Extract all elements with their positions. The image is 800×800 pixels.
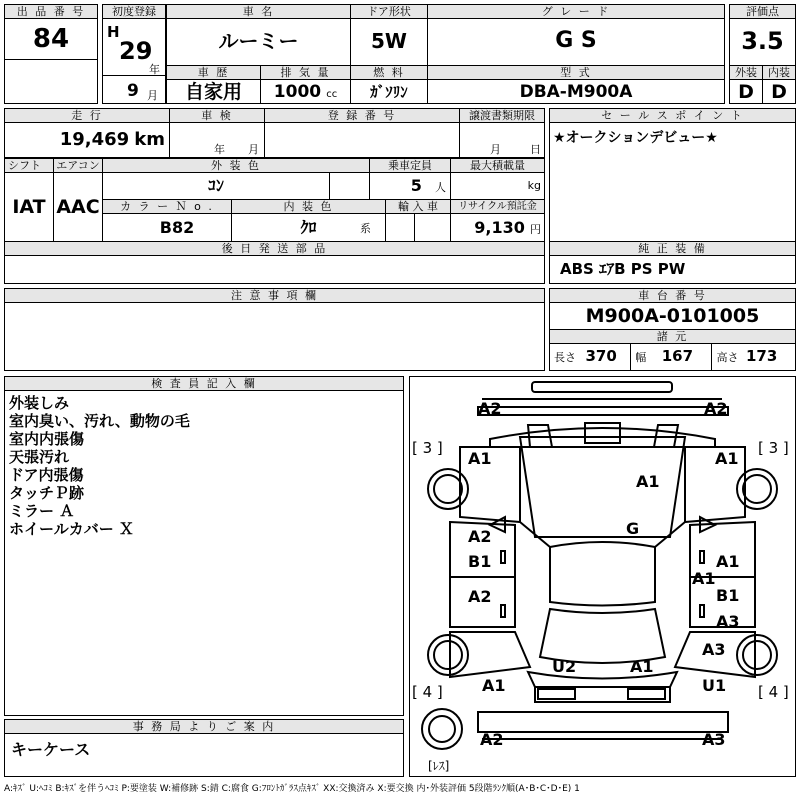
exterior-color-cell bbox=[102, 158, 370, 200]
chassis-label: 車 台 番 号 bbox=[550, 289, 795, 303]
ac-label: エアコン bbox=[54, 159, 102, 173]
fuel-cell bbox=[350, 65, 428, 104]
transfer-deadline-label: 譲渡書類期限 bbox=[460, 109, 544, 123]
capacity-unit: 人 bbox=[435, 181, 446, 194]
notes-cell bbox=[4, 288, 545, 371]
interior-cell bbox=[762, 65, 796, 104]
car-outline bbox=[410, 377, 795, 776]
model-value: DBA-M900A bbox=[519, 82, 633, 102]
damage-mark: A3 bbox=[702, 730, 726, 749]
selling-points-label: セ ー ル ス ポ イ ン ト bbox=[550, 109, 795, 123]
car-name-label: 車 名 bbox=[167, 5, 350, 19]
inspection-cell bbox=[169, 108, 265, 158]
interior-value: D bbox=[771, 81, 787, 103]
door-label: ドア形状 bbox=[351, 5, 427, 19]
specs-label: 諸 元 bbox=[550, 329, 795, 344]
fuel-value: ｶﾞｿﾘﾝ bbox=[370, 83, 408, 101]
first-registration-cell bbox=[102, 4, 166, 104]
office-notice-text: キーケース bbox=[11, 740, 91, 759]
exterior-color-value: ｺﾝ bbox=[207, 176, 224, 195]
era-value: H bbox=[107, 23, 120, 41]
fuel-label: 燃 料 bbox=[351, 66, 427, 80]
later-parts-label: 後 日 発 送 部 品 bbox=[5, 242, 544, 256]
damage-mark: A2 bbox=[480, 730, 504, 749]
inspector-note: 室内臭い、汚れ、動物の毛 bbox=[9, 412, 190, 430]
interior-label: 内装 bbox=[763, 66, 795, 80]
damage-diagram bbox=[409, 376, 796, 777]
legend-text: A:ｷｽﾞ U:ﾍｺﾐ B:ｷｽﾞを伴うﾍｺﾐ P:要塗装 W:補修跡 S:錆 C:腐食 G:ﾌﾛﾝﾄｶﾞﾗｽ点ｷｽﾞ XX:交換済み X:要交換 内･外装評価 5段階ﾗﾝｸ順(A･B･C･D･E) 1 bbox=[4, 784, 580, 794]
history-label: 車 歴 bbox=[167, 66, 260, 80]
capacity-value: 5 bbox=[410, 176, 422, 195]
selling-points-value: ★オークションデビュー★ bbox=[553, 130, 718, 146]
ac-value: AAC bbox=[56, 196, 100, 218]
first-registration-label: 初度登録 bbox=[103, 5, 165, 19]
grade-label: グ レ ー ド bbox=[428, 5, 724, 19]
inspection-year-unit: 年 bbox=[214, 143, 225, 156]
selling-points-cell bbox=[549, 108, 796, 242]
max-load-unit: kg bbox=[527, 179, 541, 192]
notes-label: 注 意 事 項 欄 bbox=[5, 289, 544, 303]
chassis-cell bbox=[549, 288, 796, 371]
inspector-note: ドア内張傷 bbox=[9, 466, 84, 484]
damage-mark: B1 bbox=[716, 586, 740, 605]
exterior-value: D bbox=[738, 81, 754, 103]
office-notice-cell bbox=[4, 719, 404, 777]
damage-mark: B1 bbox=[468, 552, 492, 571]
month-value: 9 bbox=[127, 81, 139, 101]
interior-color-label: 内 装 色 bbox=[232, 200, 385, 214]
recycle-fee-unit: 円 bbox=[530, 223, 541, 236]
vehicle-details-section bbox=[4, 108, 545, 284]
damage-mark: U1 bbox=[702, 676, 727, 695]
inspector-notes-label: 検 査 員 記 入 欄 bbox=[5, 377, 403, 391]
inspector-note: 天張汚れ bbox=[9, 448, 70, 466]
history-cell bbox=[166, 65, 261, 104]
door-cell bbox=[350, 4, 428, 66]
inspector-note: 室内内張傷 bbox=[9, 430, 85, 448]
later-parts-cell bbox=[4, 241, 545, 284]
tire-label-spare: [ﾚｽ] bbox=[428, 759, 450, 773]
recycle-fee-value: 9,130 bbox=[474, 218, 525, 237]
damage-mark: A2 bbox=[704, 399, 728, 418]
inspector-note: 外装しみ bbox=[9, 394, 70, 412]
equipment-value: ABS ｴｱB PS PW bbox=[560, 260, 686, 278]
inspection-label: 車 検 bbox=[170, 109, 264, 123]
length-value: 370 bbox=[585, 347, 617, 365]
displacement-value: 1000 bbox=[273, 82, 322, 102]
import-cell bbox=[385, 199, 451, 242]
lot-number-cell bbox=[4, 4, 98, 104]
damage-mark: A1 bbox=[468, 449, 492, 468]
shift-cell bbox=[4, 158, 54, 242]
transfer-month-unit: 月 bbox=[490, 143, 501, 156]
damage-mark: A1 bbox=[630, 657, 654, 676]
history-value: 自家用 bbox=[184, 81, 242, 103]
capacity-cell bbox=[369, 158, 451, 200]
max-load-cell bbox=[450, 158, 545, 200]
grade-cell bbox=[427, 4, 725, 66]
model-label: 型 式 bbox=[428, 66, 724, 80]
damage-mark: A1 bbox=[692, 569, 716, 588]
displacement-label: 排 気 量 bbox=[261, 66, 350, 80]
inspector-notes-list bbox=[5, 391, 403, 541]
score-label: 評価点 bbox=[730, 5, 795, 19]
inspector-notes-cell bbox=[4, 376, 404, 716]
inspection-month-unit: 月 bbox=[248, 143, 259, 156]
exterior-label: 外装 bbox=[730, 66, 762, 80]
model-cell bbox=[427, 65, 725, 104]
inspector-note: ホイールカバー Ｘ bbox=[9, 520, 134, 538]
inspector-note: ミラー Ａ bbox=[9, 502, 75, 520]
recycle-fee-label: リサイクル預託金 bbox=[451, 200, 544, 214]
header-section bbox=[4, 4, 796, 104]
damage-mark: A1 bbox=[482, 676, 506, 695]
equipment-label: 純 正 装 備 bbox=[550, 242, 795, 256]
damage-mark: A1 bbox=[716, 552, 740, 571]
damage-mark: U2 bbox=[552, 657, 577, 676]
exterior-cell bbox=[729, 65, 763, 104]
shift-value: IAT bbox=[12, 196, 46, 218]
car-name-value: ルーミー bbox=[218, 29, 299, 53]
tire-label-rear-left: [ 4 ] bbox=[412, 683, 443, 701]
interior-color-unit: 系 bbox=[360, 222, 371, 235]
mileage-label: 走 行 bbox=[5, 109, 169, 123]
inspector-note: タッチＰ跡 bbox=[9, 484, 85, 502]
displacement-cell bbox=[260, 65, 351, 104]
width-value: 167 bbox=[661, 347, 694, 365]
height-label: 高さ bbox=[716, 351, 739, 364]
grade-value: G S bbox=[555, 28, 597, 53]
tire-label-rear-right: [ 4 ] bbox=[758, 683, 789, 701]
exterior-color-label: 外 装 色 bbox=[103, 159, 369, 173]
damage-mark: A3 bbox=[702, 640, 726, 659]
max-load-label: 最大積載量 bbox=[451, 159, 544, 173]
transfer-deadline-cell bbox=[459, 108, 545, 158]
mileage-unit: km bbox=[134, 129, 165, 150]
tire-label-front-left: [ 3 ] bbox=[412, 439, 443, 457]
equipment-cell bbox=[549, 241, 796, 284]
length-label: 長さ bbox=[554, 351, 576, 364]
lot-number-label: 出 品 番 号 bbox=[5, 5, 97, 19]
interior-color-cell bbox=[231, 199, 386, 242]
mileage-value: 19,469 bbox=[59, 129, 130, 150]
car-name-cell bbox=[166, 4, 351, 66]
month-unit: 月 bbox=[147, 89, 158, 102]
damage-mark: A1 bbox=[636, 472, 660, 491]
color-number-cell bbox=[102, 199, 232, 242]
damage-mark: A1 bbox=[715, 449, 739, 468]
displacement-unit: cc bbox=[326, 89, 338, 100]
color-number-value: B82 bbox=[159, 218, 195, 237]
registration-number-cell bbox=[264, 108, 460, 158]
score-value: 3.5 bbox=[741, 27, 784, 55]
year-unit: 年 bbox=[149, 63, 160, 76]
capacity-label: 乗車定員 bbox=[370, 159, 450, 173]
interior-color-value: ｸﾛ bbox=[300, 218, 317, 237]
damage-mark: A3 bbox=[716, 612, 740, 631]
damage-mark: A2 bbox=[468, 587, 492, 606]
damage-mark: G bbox=[626, 519, 640, 538]
import-label: 輸 入 車 bbox=[386, 200, 450, 214]
recycle-fee-cell bbox=[450, 199, 545, 242]
ac-cell bbox=[53, 158, 103, 242]
width-label: 幅 bbox=[635, 351, 647, 364]
damage-mark: A2 bbox=[478, 399, 502, 418]
mileage-cell bbox=[4, 108, 170, 158]
shift-label: シフト bbox=[5, 159, 53, 173]
office-notice-label: 事 務 局 よ り ご 案 内 bbox=[5, 720, 403, 734]
tire-label-front-right: [ 3 ] bbox=[758, 439, 789, 457]
registration-number-label: 登 録 番 号 bbox=[265, 109, 459, 123]
year-value: 29 bbox=[119, 37, 153, 65]
score-cell bbox=[729, 4, 796, 66]
chassis-value: M900A-0101005 bbox=[585, 305, 760, 327]
lot-number-value: 84 bbox=[32, 24, 70, 54]
door-value: 5W bbox=[371, 29, 407, 53]
damage-mark: A2 bbox=[468, 527, 492, 546]
color-number-label: カ ラ ー Ｎ o . bbox=[103, 200, 231, 214]
specs-row bbox=[550, 344, 795, 370]
height-value: 173 bbox=[745, 347, 778, 365]
transfer-day-unit: 日 bbox=[530, 143, 541, 156]
